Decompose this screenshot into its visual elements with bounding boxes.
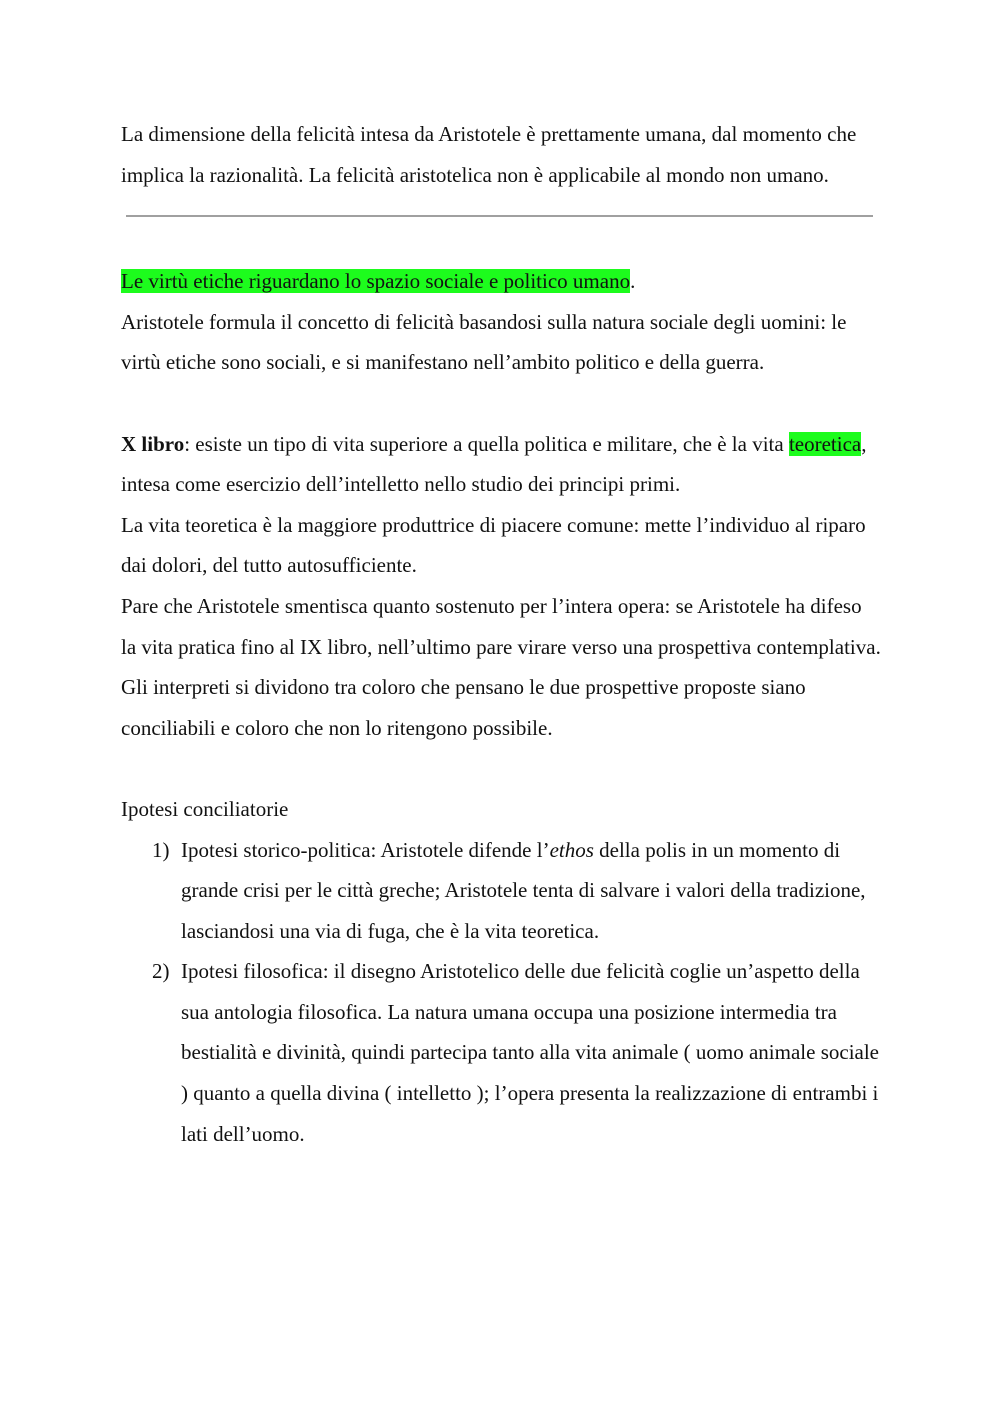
paragraph-gap <box>121 748 881 789</box>
interpreti-paragraph: Gli interpreti si dividono tra coloro che pensano le due prospettive proposte siano conciliabili e coloro che non lo ritengono possibile. <box>121 675 806 740</box>
highlighted-word-teoretica: teoretica <box>788 431 862 456</box>
list-item-text: Ipotesi filosofica: il disegno Aristotelico delle due felicità coglie un’aspetto della sua antologia filosofica. La natura umana occupa una posizione intermedia tra bestialità e divinità, quindi partecipa tanto alla vita animale ( uomo animale sociale ) quanto a quella divina ( intelletto ); l’opera presenta la realizzazione di entrambi i lati dell’uomo. <box>181 959 880 1146</box>
list-item-text-b: della polis in un momento di grande crisi per le città greche; Aristotele tenta di salvare i valori della tradizione, lasciandosi una via di fuga, che è la vita teoretica. <box>181 837 866 943</box>
book-x-paragraph <box>121 424 881 505</box>
smentisca-paragraph: Pare che Aristotele smentisca quanto sostenuto per l’intera opera: se Aristotele ha difeso la vita pratica fino al IX libro, nell’ultimo pare virare verso una prospettiva contemplativa. <box>121 593 881 659</box>
list-item-text-a: Ipotesi storico-politica: Aristotele difende l’ <box>181 837 550 862</box>
document-page <box>121 114 881 1154</box>
horizontal-divider <box>126 215 873 217</box>
list-item-italic: ethos <box>549 837 594 862</box>
paragraph-gap <box>121 383 881 424</box>
list-item <box>121 830 881 952</box>
book-x-text-b: , intesa come esercizio dell’intelletto nello studio dei principi primi. <box>121 431 867 497</box>
hypotheses-list <box>121 830 881 1155</box>
teoretica-paragraph: La vita teoretica è la maggiore produttrice di piacere comune: mette l’individuo al riparo dai dolori, del tutto autosufficiente. <box>121 512 866 578</box>
book-x-label: X libro <box>121 431 185 456</box>
list-number: 2) <box>152 959 170 984</box>
intro-paragraph: La dimensione della felicità intesa da Aristotele è prettamente umana, dal momento che implica la razionalità. La felicità aristotelica non è applicabile al mondo non umano. <box>121 122 857 187</box>
hypotheses-heading: Ipotesi conciliatorie <box>121 796 289 821</box>
highlight-period: . <box>630 269 636 294</box>
list-item <box>121 951 881 1154</box>
ethics-paragraph: Aristotele formula il concetto di felicità basandosi sulla natura sociale degli uomini: le virtù etiche sono sociali, e si manifestano nell’ambito politico e della guerra. <box>121 309 847 375</box>
ethics-highlight-line <box>121 261 881 302</box>
book-x-text-a: : esiste un tipo di vita superiore a quella politica e militare, che è la vita <box>184 431 789 456</box>
list-number: 1) <box>152 837 170 862</box>
highlighted-sentence: Le virtù etiche riguardano lo spazio sociale e politico umano <box>121 269 631 294</box>
